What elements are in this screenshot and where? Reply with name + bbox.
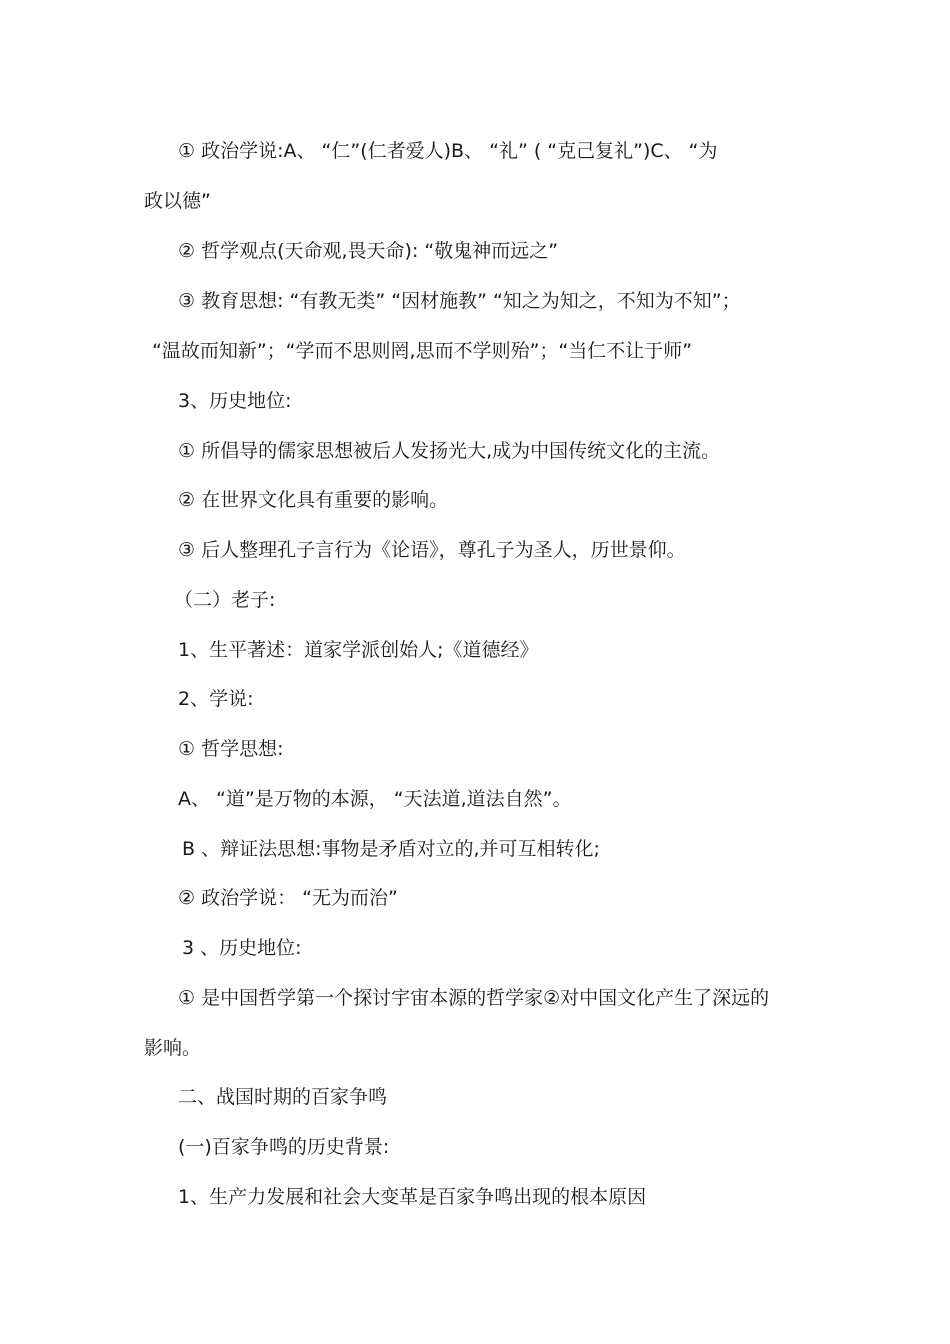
section-heading: 3 、历史地位: <box>182 937 302 959</box>
text-line: 影响。 <box>144 1037 202 1059</box>
section-heading: 二、战国时期的百家争鸣 <box>178 1086 388 1108</box>
text-line: “温故而知新”；“学而不思则罔,思而不学则殆”；“当仁不让于师” <box>152 340 693 362</box>
text-line: ① 所倡导的儒家思想被后人发扬光大,成为中国传统文化的主流。 <box>178 440 721 462</box>
text-line: 政以德” <box>144 190 211 212</box>
section-heading: 3、历史地位: <box>178 390 292 412</box>
text-line: ① 哲学思想: <box>178 738 284 760</box>
text-line: ② 政治学说： “无为而治” <box>178 887 398 909</box>
section-heading: （二）老子: <box>174 589 276 611</box>
section-heading: 2、学说: <box>178 688 254 710</box>
text-line: ③ 后人整理孔子言行为《论语》，尊孔子为圣人，历世景仰。 <box>178 539 686 561</box>
text-line: ② 哲学观点(天命观,畏天命): “敬鬼神而远之” <box>178 240 559 262</box>
text-line: ③ 教育思想: “有教无类” “因材施教” “知之为知之，不知为不知”； <box>178 290 741 312</box>
text-line: 1、生平著述：道家学派创始人;《道德经》 <box>178 639 539 661</box>
section-heading: (一)百家争鸣的历史背景: <box>178 1136 390 1158</box>
text-line: 1、生产力发展和社会大变革是百家争鸣出现的根本原因 <box>178 1186 647 1208</box>
text-line: ① 是中国哲学第一个探讨宇宙本源的哲学家②对中国文化产生了深远的 <box>178 987 770 1009</box>
text-line: ② 在世界文化具有重要的影响。 <box>178 489 449 511</box>
text-line: ① 政治学说:A、 “仁”(仁者爱人)B、 “礼” ( “克己复礼”)C、 “为 <box>178 140 718 162</box>
text-line: B 、辩证法思想:事物是矛盾对立的,并可互相转化; <box>182 838 600 860</box>
text-line: A、 “道”是万物的本源， “天法道,道法自然”。 <box>178 788 572 810</box>
